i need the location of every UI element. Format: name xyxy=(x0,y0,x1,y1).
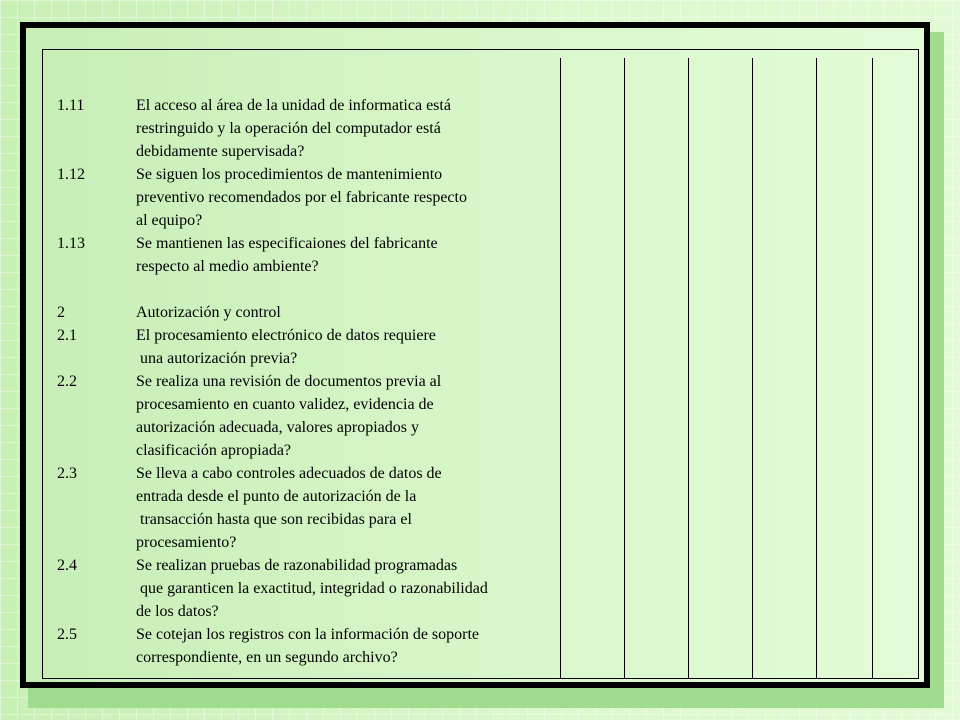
item-number xyxy=(57,531,136,554)
item-number xyxy=(57,186,136,209)
checklist-line xyxy=(57,255,557,278)
checklist-line xyxy=(57,439,557,462)
item-number: 2 xyxy=(57,304,65,321)
item-text: preventivo recomendados por el fabricante respecto xyxy=(136,189,467,206)
checklist-line xyxy=(57,209,557,232)
item-number: 1.11 xyxy=(57,97,85,114)
item-text: al equipo? xyxy=(136,212,203,229)
blank-row xyxy=(57,278,557,301)
table-column-divider xyxy=(752,58,753,678)
item-number xyxy=(57,646,136,669)
item-text: Autorización y control xyxy=(136,304,281,321)
item-number: 2.3 xyxy=(57,465,77,482)
checklist-line xyxy=(57,301,557,324)
item-number xyxy=(57,439,136,462)
item-text: Se cotejan los registros con la información de soporte xyxy=(136,626,480,643)
table-column-divider xyxy=(624,58,625,678)
checklist-line xyxy=(57,508,557,531)
checklist-line xyxy=(57,646,557,669)
item-number xyxy=(57,577,136,600)
checklist-line xyxy=(57,462,557,485)
checklist-line xyxy=(57,485,557,508)
item-number: 2.2 xyxy=(57,373,77,390)
checklist-line xyxy=(57,531,557,554)
item-number: 2.4 xyxy=(57,557,77,574)
checklist-line xyxy=(57,554,557,577)
item-text: El acceso al área de la unidad de informatica está xyxy=(136,97,451,114)
checklist-line xyxy=(57,370,557,393)
item-number xyxy=(57,600,136,623)
checklist-line xyxy=(57,600,557,623)
item-text: respecto al medio ambiente? xyxy=(136,258,319,275)
item-text: procesamiento? xyxy=(136,534,237,551)
checklist-line xyxy=(57,232,557,255)
table-column-divider xyxy=(816,58,817,678)
checklist-line xyxy=(57,324,557,347)
item-number xyxy=(57,255,136,278)
item-number: 2.5 xyxy=(57,626,77,643)
item-text: Se siguen los procedimientos de mantenimiento xyxy=(136,166,443,183)
item-text: El procesamiento electrónico de datos requiere xyxy=(136,327,436,344)
item-text: de los datos? xyxy=(136,603,219,620)
item-text: autorización adecuada, valores apropiados y xyxy=(136,419,419,436)
item-number xyxy=(57,117,136,140)
item-text: debidamente supervisada? xyxy=(136,143,305,160)
item-number xyxy=(57,485,136,508)
item-number xyxy=(57,347,136,370)
item-number: 2.1 xyxy=(57,327,77,344)
table-column-divider xyxy=(688,58,689,678)
checklist-line xyxy=(57,163,557,186)
checklist-items xyxy=(57,94,557,669)
item-text: correspondiente, en un segundo archivo? xyxy=(136,649,398,666)
item-text: que garanticen la exactitud, integridad o razonabilidad xyxy=(136,580,488,597)
checklist-line xyxy=(57,577,557,600)
item-text: transacción hasta que son recibidas para el xyxy=(136,511,412,528)
item-number xyxy=(57,393,136,416)
item-number xyxy=(57,140,136,163)
item-text: una autorización previa? xyxy=(136,350,298,367)
item-text: Se realiza una revisión de documentos previa al xyxy=(136,373,442,390)
item-number xyxy=(57,416,136,439)
item-number: 1.13 xyxy=(57,235,85,252)
item-text: Se realizan pruebas de razonabilidad programadas xyxy=(136,557,458,574)
checklist-line xyxy=(57,416,557,439)
table-column-divider xyxy=(560,58,561,678)
item-number xyxy=(57,508,136,531)
checklist-line xyxy=(57,117,557,140)
item-number xyxy=(57,209,136,232)
checklist-line xyxy=(57,186,557,209)
checklist-line xyxy=(57,140,557,163)
checklist-line xyxy=(57,94,557,117)
item-text: Se mantienen las especificaiones del fabricante xyxy=(136,235,438,252)
item-text: entrada desde el punto de autorización de la xyxy=(136,488,417,505)
item-text: Se lleva a cabo controles adecuados de datos de xyxy=(136,465,442,482)
item-text: restringuido y la operación del computador está xyxy=(136,120,441,137)
checklist-line xyxy=(57,623,557,646)
item-text: procesamiento en cuanto validez, evidencia de xyxy=(136,396,434,413)
item-number: 1.12 xyxy=(57,166,85,183)
checklist-line xyxy=(57,347,557,370)
checklist-line xyxy=(57,393,557,416)
item-text: clasificación apropiada? xyxy=(136,442,292,459)
table-column-divider xyxy=(872,58,873,678)
